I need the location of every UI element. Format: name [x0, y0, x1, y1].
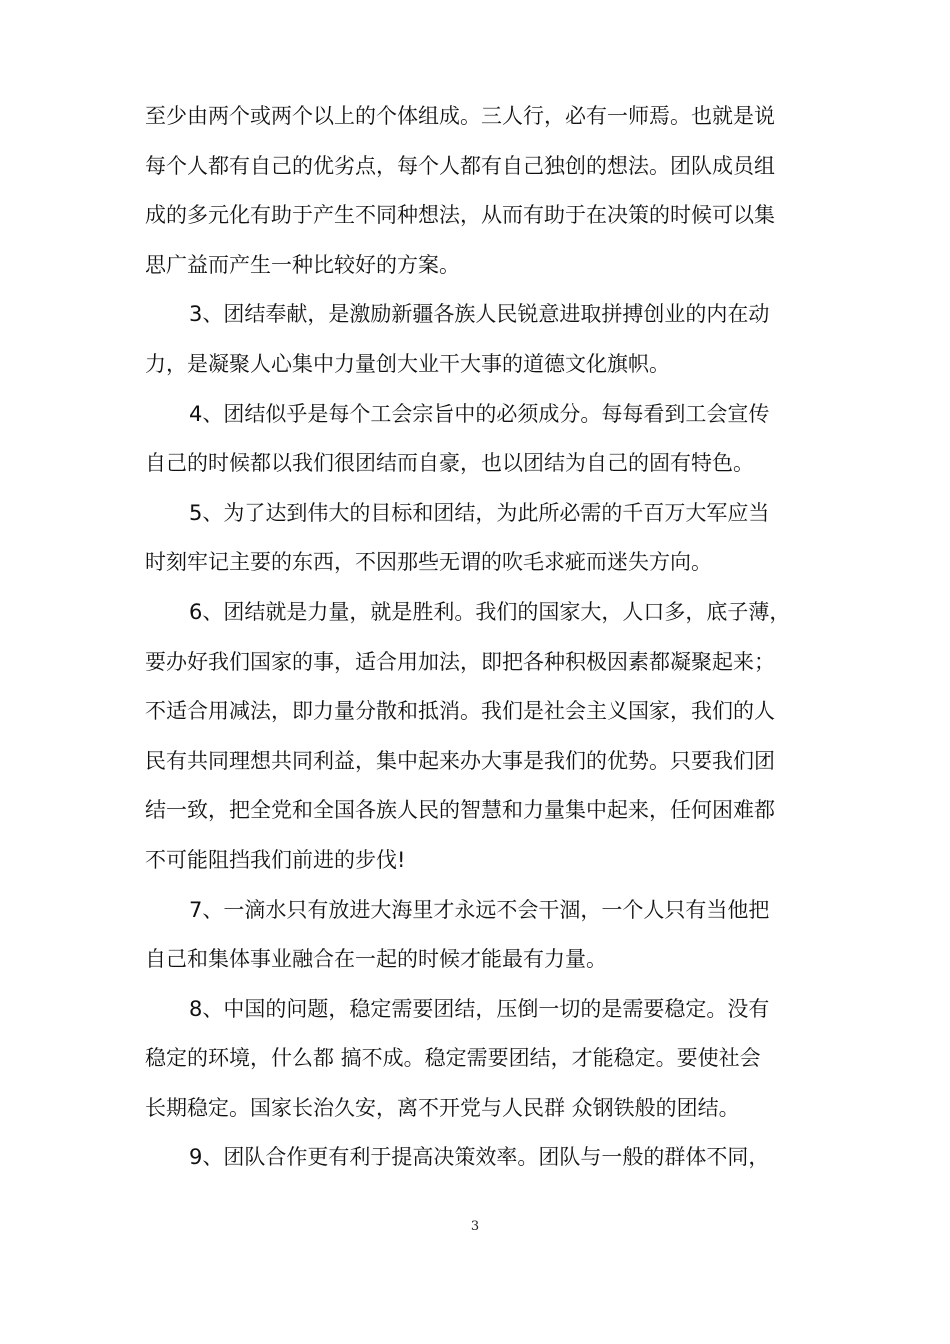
paragraph-first-line: 5、为了达到伟大的目标和团结，为此所必需的千百万大军应当 — [189, 500, 770, 525]
text-line: 稳定的环境，什么都 搞不成。稳定需要团结，才能稳定。要使社会 — [145, 1046, 761, 1071]
paragraph-first-line: 4、团结似乎是每个工会宗旨中的必须成分。每每看到工会宣传 — [189, 401, 770, 426]
text-line: 成的多元化有助于产生不同种想法，从而有助于在决策的时候可以集 — [145, 203, 775, 228]
text-line: 力，是凝聚人心集中力量创大业干大事的道德文化旗帜。 — [145, 351, 670, 376]
text-line: 时刻牢记主要的东西，不因那些无谓的吹毛求疵而迷失方向。 — [145, 550, 712, 575]
text-line: 不适合用减法，即力量分散和抵消。我们是社会主义国家，我们的人 — [145, 699, 775, 724]
page-number: 3 — [470, 1219, 480, 1234]
paragraph-first-line: 7、一滴水只有放进大海里才永远不会干涸，一个人只有当他把 — [189, 897, 770, 922]
body-text — [145, 92, 835, 1183]
paragraph-first-line: 8、中国的问题，稳定需要团结，压倒一切的是需要稳定。没有 — [189, 996, 770, 1021]
paragraph-first-line: 3、团结奉献，是激励新疆各族人民锐意进取拼搏创业的内在动 — [189, 302, 770, 327]
text-line: 要办好我们国家的事，适合用加法，即把各种积极因素都凝聚起来； — [145, 649, 775, 674]
text-line: 自己的时候都以我们很团结而自豪，也以团结为自己的固有特色。 — [145, 451, 754, 476]
text-line: 民有共同理想共同利益，集中起来办大事是我们的优势。只要我们团 — [145, 748, 775, 773]
text-line: 长期稳定。国家长治久安，离不开党与人民群 众钢铁般的团结。 — [145, 1095, 740, 1120]
text-line: 自己和集体事业融合在一起的时候才能最有力量。 — [145, 947, 607, 972]
text-line: 思广益而产生一种比较好的方案。 — [145, 252, 460, 277]
paragraph-first-line: 9、团队合作更有利于提高决策效率。团队与一般的群体不同， — [189, 1145, 770, 1170]
text-line: 每个人都有自己的优劣点，每个人都有自己独创的想法。团队成员组 — [145, 153, 775, 178]
paragraph-first-line: 6、团结就是力量，就是胜利。我们的国家大，人口多，底子薄， — [189, 599, 791, 624]
text-line: 不可能阻挡我们前进的步伐! — [145, 847, 406, 872]
text-line: 至少由两个或两个以上的个体组成。三人行，必有一师焉。也就是说 — [145, 104, 775, 128]
text-line: 结一致，把全党和全国各族人民的智慧和力量集中起来，任何困难都 — [145, 798, 775, 823]
